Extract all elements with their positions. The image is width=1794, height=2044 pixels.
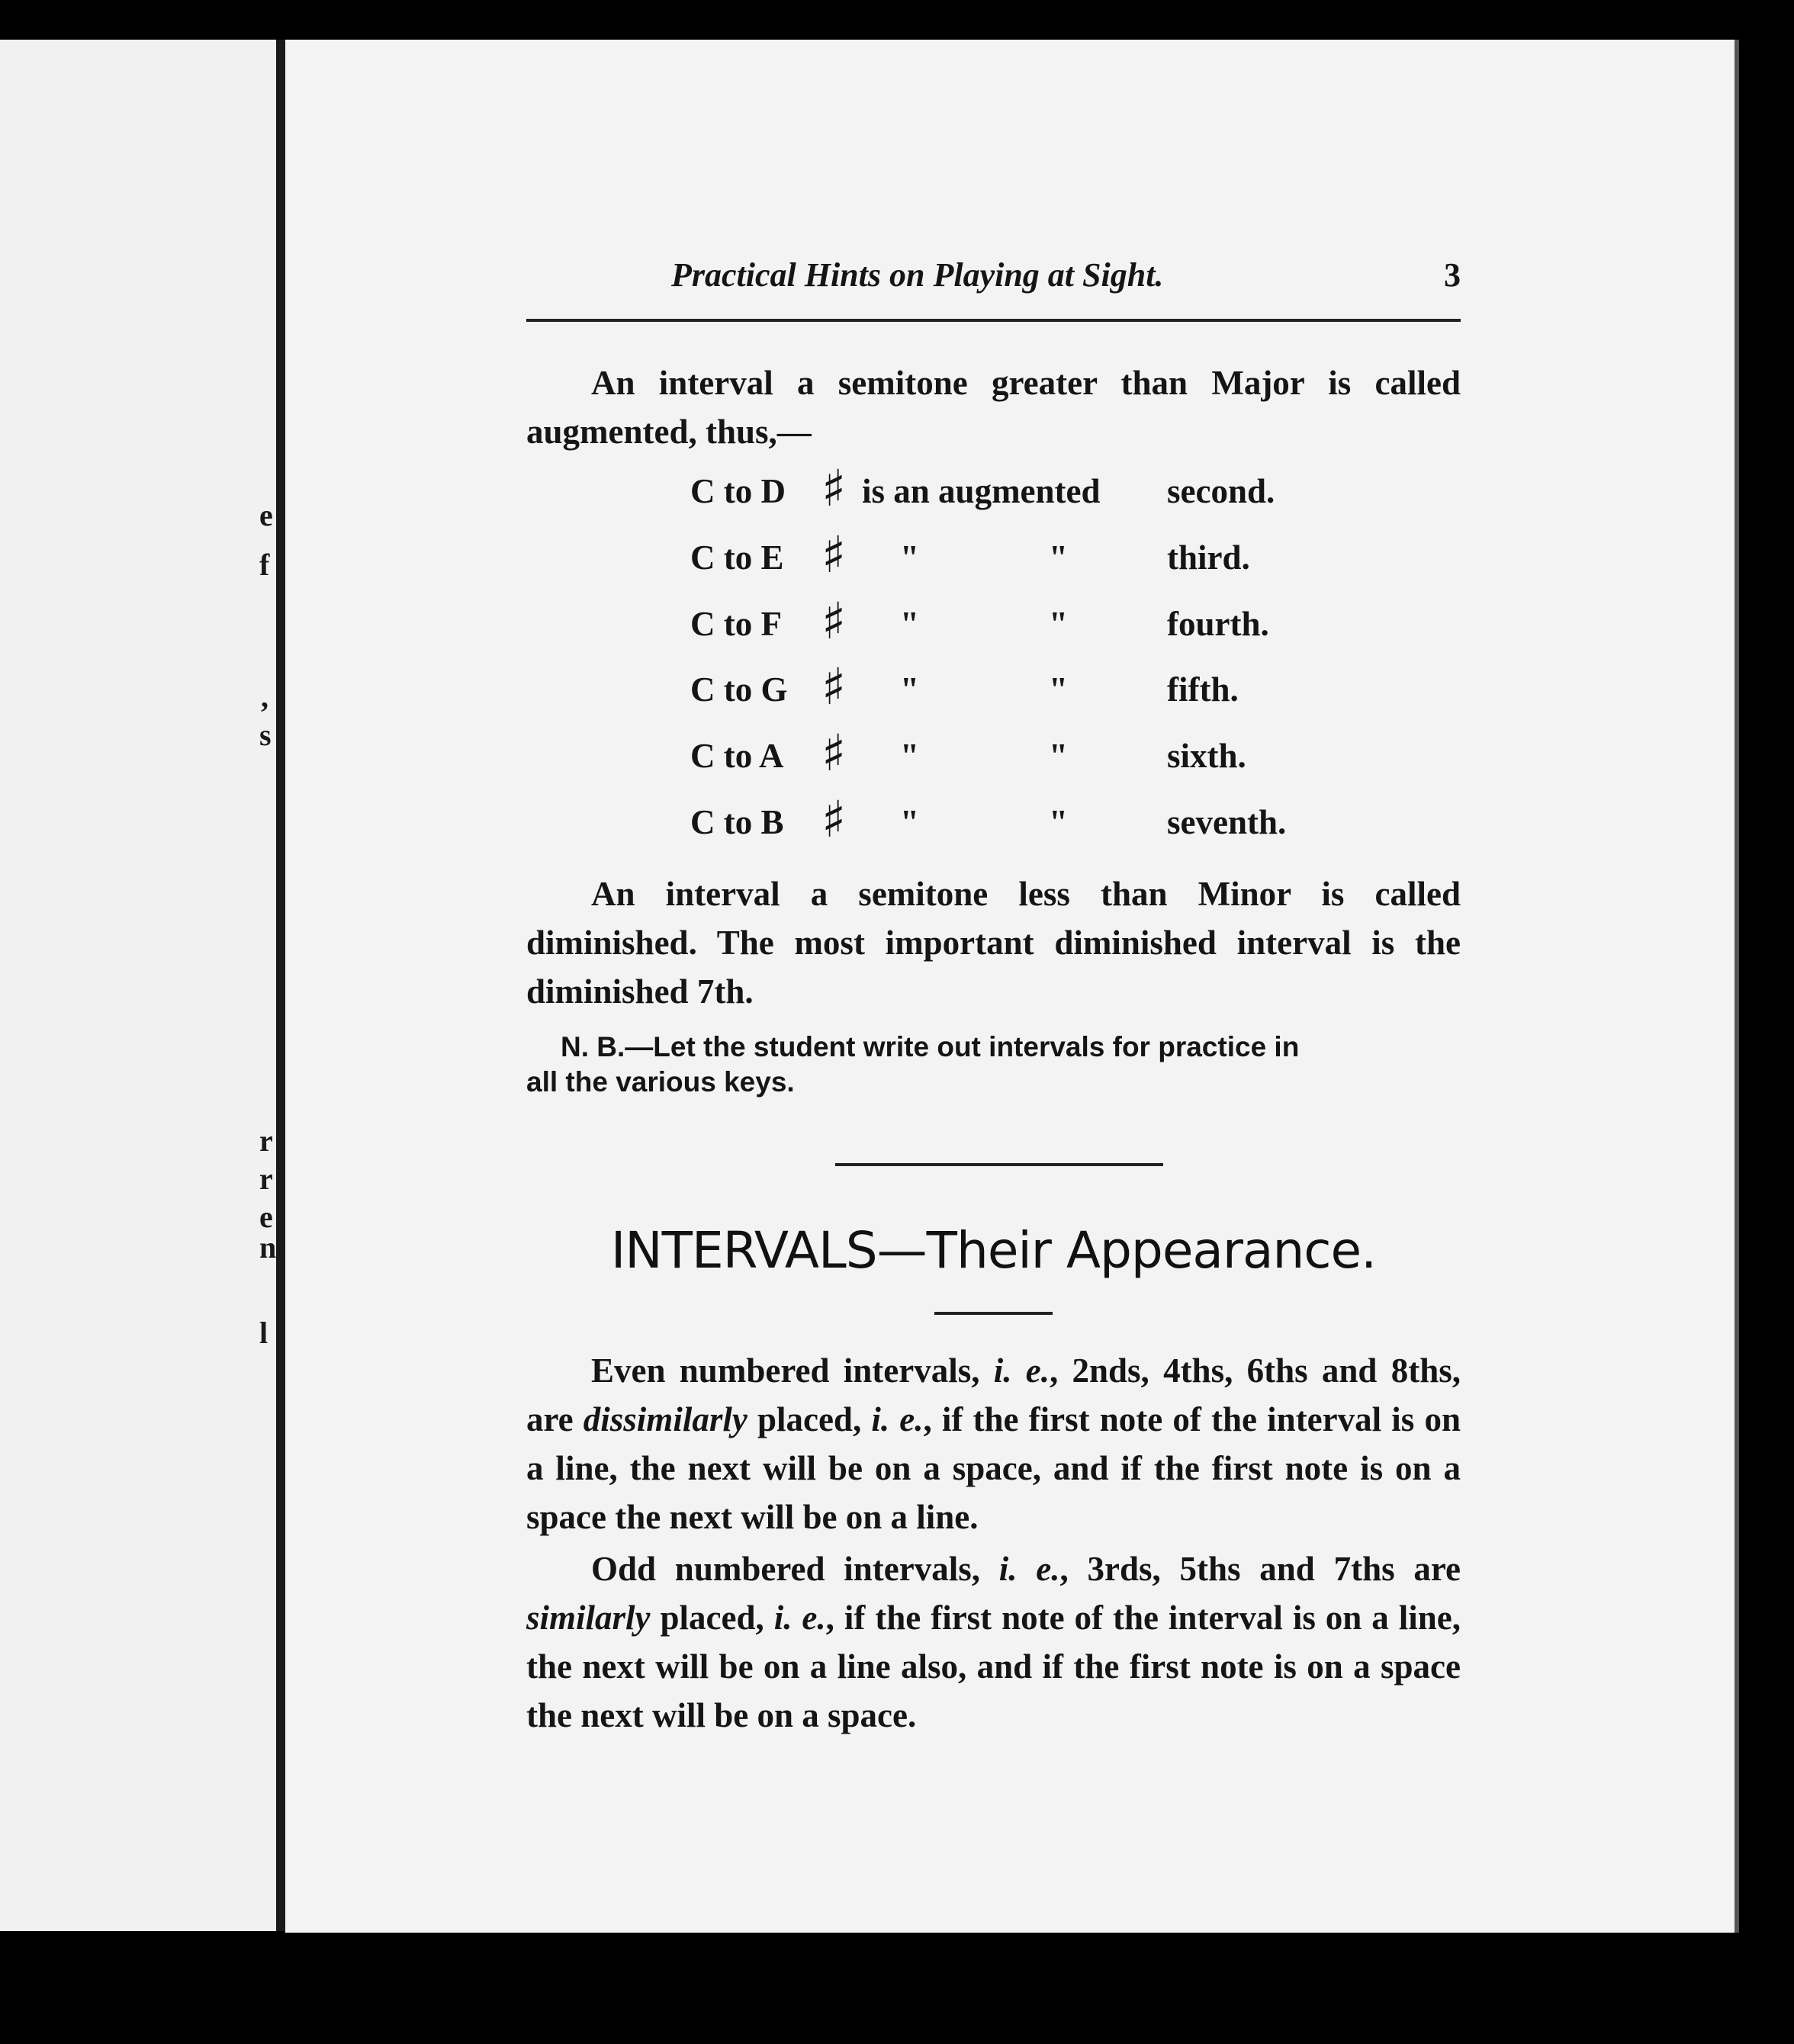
sharp-symbol: ♯ [821, 657, 846, 716]
text-run: Even numbered intervals, [591, 1351, 994, 1390]
interval-row [690, 790, 1323, 849]
sharp-symbol: ♯ [821, 592, 846, 651]
text-run: , if the first note of the interval is on a line, the next will be on a line also, and if the first note is on a space the next will be on a space. [526, 1599, 1461, 1734]
page-number: 3 [1444, 256, 1461, 294]
facing-page-fragment: l [259, 1316, 268, 1350]
sharp-symbol: ♯ [821, 459, 846, 518]
odd-intervals-paragraph [526, 1544, 1461, 1740]
book-gutter [276, 40, 285, 1931]
diminished-paragraph: An interval a semitone less than Minor is called diminished. The most important diminished interval is the diminished 7th. [526, 875, 1461, 1011]
facing-page-fragment: r [259, 1162, 273, 1196]
interval-name: fourth. [1167, 605, 1269, 643]
italic-text: similarly [526, 1599, 651, 1637]
ditto-mark: " [900, 670, 919, 709]
interval-note: B [760, 803, 784, 841]
even-intervals-paragraph [526, 1346, 1461, 1541]
text-run: , 3rds, 5ths and 7ths are [1059, 1550, 1461, 1588]
nota-bene-line: N. B.—Let the student write out intervals for practice in [561, 1031, 1300, 1062]
italic-text: i. e. [871, 1400, 924, 1438]
sharp-symbol: ♯ [821, 525, 846, 584]
ditto-mark: " [1049, 670, 1068, 709]
facing-page-fragment: s [259, 718, 272, 752]
interval-row [690, 657, 1323, 716]
sharp-symbol: ♯ [821, 724, 846, 783]
interval-name: sixth. [1167, 737, 1246, 775]
interval-note: D [760, 472, 786, 510]
interval-row [690, 724, 1323, 783]
interval-prefix: C to [690, 803, 753, 841]
interval-note: A [759, 737, 784, 775]
facing-page-fragment: f [259, 548, 270, 582]
text-run: , 2nds, 4ths, 6ths and 8ths, are [526, 1351, 1461, 1438]
ditto-mark: " [1049, 538, 1068, 577]
running-head [526, 256, 1461, 301]
interval-row [690, 525, 1323, 584]
interval-row [690, 592, 1323, 651]
text-run: , if the first note of the interval is on a line, the next will be on a space, and if the first note is on a space the next will be on a line. [526, 1400, 1461, 1536]
facing-page-edge [0, 40, 281, 1931]
ditto-mark: " [1049, 803, 1068, 841]
interval-name: second. [1167, 472, 1275, 510]
interval-prefix: C to [690, 670, 753, 709]
interval-name: fifth. [1167, 670, 1239, 709]
facing-page-fragment: , [261, 680, 268, 714]
interval-prefix: C to [690, 605, 753, 643]
header-rule [526, 319, 1461, 322]
interval-note: F [760, 605, 782, 643]
facing-page-fragment: e [259, 498, 273, 532]
text-run: placed, [650, 1599, 774, 1637]
text-run: placed, [747, 1400, 872, 1438]
facing-page-fragment: r [259, 1123, 273, 1158]
interval-prefix: C to [690, 472, 753, 510]
nota-bene-line: all the various keys. [526, 1066, 795, 1098]
italic-text: i. e. [993, 1351, 1050, 1390]
interval-note: E [760, 538, 784, 577]
title-underline [934, 1312, 1053, 1315]
interval-note: G [760, 670, 788, 709]
sharp-symbol: ♯ [821, 790, 846, 849]
ditto-mark: " [900, 538, 919, 577]
facing-page-fragment: e [259, 1200, 273, 1234]
italic-text: dissimilarly [583, 1400, 748, 1438]
interval-description: is an augmented [862, 472, 1101, 510]
augmented-intro: An interval a semitone greater than Major is called augmented, thus,— [526, 364, 1461, 451]
running-title: Practical Hints on Playing at Sight. [671, 256, 1164, 294]
ditto-mark: " [900, 803, 919, 841]
interval-name: third. [1167, 538, 1250, 577]
interval-name: seventh. [1167, 803, 1287, 841]
interval-prefix: C to [690, 538, 753, 577]
section-divider [835, 1163, 1163, 1166]
ditto-mark: " [900, 737, 919, 775]
italic-text: i. e. [773, 1599, 826, 1637]
ditto-mark: " [1049, 737, 1068, 775]
ditto-mark: " [1049, 605, 1068, 643]
text-run: Odd numbered intervals, [591, 1550, 999, 1588]
section-title: INTERVALS—Their Appearance. [610, 1221, 1377, 1280]
interval-prefix: C to [690, 737, 753, 775]
nota-bene [526, 1030, 1461, 1100]
interval-row [690, 459, 1323, 518]
ditto-mark: " [900, 605, 919, 643]
facing-page-fragment: n [259, 1230, 277, 1265]
italic-text: i. e. [998, 1550, 1060, 1588]
